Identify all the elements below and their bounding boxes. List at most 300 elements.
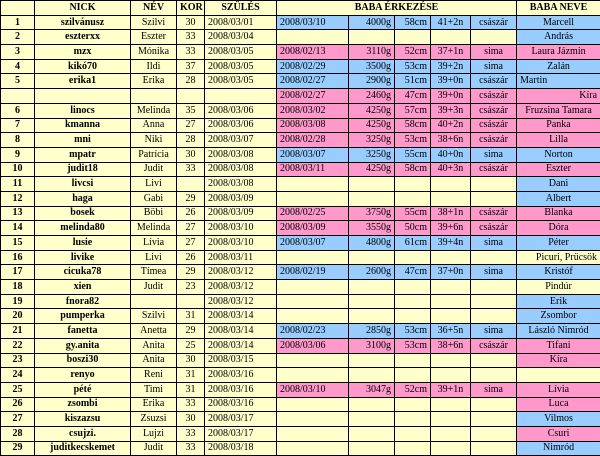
due-date-cell: 2008/03/17 — [205, 412, 277, 427]
name-cell — [131, 294, 177, 309]
baby-name-cell: Lilla — [517, 133, 600, 148]
due-date-cell: 2008/03/07 — [205, 133, 277, 148]
baby-name-cell: András — [517, 30, 600, 45]
delivery-type-cell — [471, 412, 517, 427]
birth-date-cell: 2008/03/10 — [277, 382, 349, 397]
weeks-cell — [431, 294, 471, 309]
name-cell: Zsuzsi — [131, 412, 177, 427]
baby-name-cell: Csuri — [517, 426, 600, 441]
length-cell: 47cm — [395, 89, 431, 104]
weight-cell: 2600g — [349, 265, 395, 280]
table-row — [1, 368, 600, 383]
delivery-type-cell: sima — [471, 265, 517, 280]
nick-cell: linocs — [35, 103, 131, 118]
row-number: 12 — [1, 191, 35, 206]
row-number: 29 — [1, 441, 35, 456]
baby-name-cell: Pindúr — [517, 280, 600, 295]
weight-cell — [349, 353, 395, 368]
row-number: 8 — [1, 133, 35, 148]
table-row — [1, 162, 600, 177]
baby-name-cell: Péter — [517, 236, 600, 251]
weeks-cell: 39+2n — [431, 59, 471, 74]
birth-date-cell — [277, 294, 349, 309]
age-cell: 29 — [177, 265, 205, 280]
weight-cell: 3100g — [349, 338, 395, 353]
baby-name-cell: Marcell — [517, 15, 600, 30]
age-cell: 30 — [177, 412, 205, 427]
delivery-type-cell — [471, 280, 517, 295]
weight-cell: 2850g — [349, 324, 395, 339]
baby-name-cell: Nimród — [517, 441, 600, 456]
name-cell: Melinda — [131, 221, 177, 236]
row-number: 5 — [1, 74, 35, 89]
birth-date-cell: 2008/03/08 — [277, 118, 349, 133]
age-cell: 28 — [177, 74, 205, 89]
name-cell: Szilvi — [131, 309, 177, 324]
table-row — [1, 397, 600, 412]
table-row — [1, 74, 600, 89]
row-number: 19 — [1, 294, 35, 309]
name-cell: Erika — [131, 74, 177, 89]
age-cell: 30 — [177, 353, 205, 368]
weeks-cell — [431, 309, 471, 324]
delivery-type-cell: császár — [471, 133, 517, 148]
delivery-type-cell: császár — [471, 74, 517, 89]
due-date-cell: 2008/03/15 — [205, 353, 277, 368]
weight-cell — [349, 250, 395, 265]
row-number: 22 — [1, 338, 35, 353]
row-number: 20 — [1, 309, 35, 324]
name-cell: Patrícia — [131, 147, 177, 162]
nick-cell: juditkecskemet — [35, 441, 131, 456]
baby-name-cell: Albert — [517, 191, 600, 206]
row-number: 9 — [1, 147, 35, 162]
age-cell: 35 — [177, 103, 205, 118]
due-date-cell: 2008/03/17 — [205, 426, 277, 441]
name-cell: Lujzi — [131, 426, 177, 441]
baby-name-cell: Erik — [517, 294, 600, 309]
due-date-cell: 2008/03/09 — [205, 191, 277, 206]
name-cell: Tímea — [131, 265, 177, 280]
birth-date-cell — [277, 368, 349, 383]
age-cell: 33 — [177, 162, 205, 177]
row-number: 11 — [1, 177, 35, 192]
table-row — [1, 250, 600, 265]
table-body — [1, 15, 600, 456]
weeks-cell: 39+4n — [431, 236, 471, 251]
due-date-cell — [205, 89, 277, 104]
row-number: 7 — [1, 118, 35, 133]
length-cell — [395, 191, 431, 206]
row-number: 16 — [1, 250, 35, 265]
due-date-cell: 2008/03/06 — [205, 118, 277, 133]
age-cell: 33 — [177, 426, 205, 441]
age-cell: 23 — [177, 280, 205, 295]
due-date-cell: 2008/03/09 — [205, 206, 277, 221]
due-date-cell: 2008/03/16 — [205, 397, 277, 412]
table-row — [1, 338, 600, 353]
table-row — [1, 309, 600, 324]
nick-cell: judit18 — [35, 162, 131, 177]
baby-name-cell: Martin — [517, 74, 600, 89]
name-cell: Anetta — [131, 324, 177, 339]
baby-name-cell: Eszter — [517, 162, 600, 177]
name-cell: Mónika — [131, 45, 177, 60]
weeks-cell — [431, 441, 471, 456]
weeks-cell: 39+3n — [431, 103, 471, 118]
baby-name-cell: Lívia — [517, 382, 600, 397]
name-cell: Judit — [131, 280, 177, 295]
delivery-type-cell — [471, 426, 517, 441]
row-number: 27 — [1, 412, 35, 427]
weight-cell: 3047g — [349, 382, 395, 397]
table-row — [1, 294, 600, 309]
weeks-cell — [431, 30, 471, 45]
birth-date-cell: 2008/03/11 — [277, 162, 349, 177]
age-cell: 26 — [177, 250, 205, 265]
table-row — [1, 236, 600, 251]
length-cell: 61cm — [395, 236, 431, 251]
birth-date-cell: 2008/02/13 — [277, 45, 349, 60]
due-date-cell: 2008/03/08 — [205, 177, 277, 192]
name-cell: Böbi — [131, 206, 177, 221]
table-row — [1, 265, 600, 280]
length-cell — [395, 368, 431, 383]
birth-date-cell: 2008/03/09 — [277, 221, 349, 236]
header-nev: NÉV — [131, 1, 177, 16]
weeks-cell: 40+2n — [431, 118, 471, 133]
nick-cell — [35, 89, 131, 104]
weight-cell — [349, 441, 395, 456]
baby-name-cell: László Nimród — [517, 324, 600, 339]
nick-cell: bosek — [35, 206, 131, 221]
birth-date-cell — [277, 426, 349, 441]
due-date-cell: 2008/03/05 — [205, 45, 277, 60]
birth-date-cell: 2008/02/25 — [277, 206, 349, 221]
weight-cell — [349, 412, 395, 427]
nick-cell: cicuka78 — [35, 265, 131, 280]
weeks-cell: 40+3n — [431, 162, 471, 177]
weeks-cell: 39+6n — [431, 221, 471, 236]
due-date-cell: 2008/03/12 — [205, 280, 277, 295]
row-number — [1, 89, 35, 104]
weeks-cell: 37+1n — [431, 45, 471, 60]
weight-cell: 2900g — [349, 74, 395, 89]
table-row — [1, 324, 600, 339]
delivery-type-cell: császár — [471, 89, 517, 104]
baby-name-cell: Panka — [517, 118, 600, 133]
length-cell — [395, 353, 431, 368]
weight-cell: 3500g — [349, 59, 395, 74]
nick-cell: mni — [35, 133, 131, 148]
row-number: 26 — [1, 397, 35, 412]
birth-date-cell — [277, 353, 349, 368]
delivery-type-cell: sima — [471, 45, 517, 60]
header-baba-erkezese: BABA ÉRKEZÉSE — [277, 1, 517, 16]
length-cell — [395, 309, 431, 324]
row-number: 28 — [1, 426, 35, 441]
table-row — [1, 103, 600, 118]
name-cell: Judit — [131, 162, 177, 177]
length-cell: 51cm — [395, 74, 431, 89]
age-cell: 31 — [177, 309, 205, 324]
length-cell: 57cm — [395, 103, 431, 118]
row-number: 21 — [1, 324, 35, 339]
nick-cell: fnora82 — [35, 294, 131, 309]
row-number: 3 — [1, 45, 35, 60]
weeks-cell — [431, 280, 471, 295]
age-cell: 31 — [177, 368, 205, 383]
birth-date-cell: 2008/02/27 — [277, 74, 349, 89]
weight-cell: 2460g — [349, 89, 395, 104]
weight-cell — [349, 280, 395, 295]
length-cell — [395, 280, 431, 295]
length-cell — [395, 177, 431, 192]
age-cell: 33 — [177, 397, 205, 412]
delivery-type-cell: császár — [471, 103, 517, 118]
delivery-type-cell — [471, 441, 517, 456]
length-cell: 52cm — [395, 382, 431, 397]
birth-date-cell: 2008/03/06 — [277, 338, 349, 353]
delivery-type-cell: császár — [471, 338, 517, 353]
weeks-cell — [431, 191, 471, 206]
baby-name-cell: Kíra — [517, 89, 600, 104]
birth-date-cell — [277, 280, 349, 295]
name-cell — [131, 89, 177, 104]
baby-name-cell: Dani — [517, 177, 600, 192]
name-cell: Melinda — [131, 103, 177, 118]
length-cell: 47cm — [395, 265, 431, 280]
weeks-cell: 38+6n — [431, 338, 471, 353]
weeks-cell — [431, 177, 471, 192]
length-cell: 53cm — [395, 324, 431, 339]
birth-date-cell — [277, 191, 349, 206]
length-cell: 53cm — [395, 59, 431, 74]
age-cell: 25 — [177, 338, 205, 353]
delivery-type-cell: császár — [471, 162, 517, 177]
row-number: 17 — [1, 265, 35, 280]
weight-cell — [349, 191, 395, 206]
age-cell: 31 — [177, 382, 205, 397]
delivery-type-cell: császár — [471, 15, 517, 30]
name-cell: Anita — [131, 338, 177, 353]
table-row — [1, 177, 600, 192]
length-cell — [395, 397, 431, 412]
weeks-cell: 38+1n — [431, 206, 471, 221]
weight-cell — [349, 30, 395, 45]
due-date-cell: 2008/03/04 — [205, 30, 277, 45]
birth-date-cell — [277, 250, 349, 265]
age-cell: 27 — [177, 236, 205, 251]
row-number: 24 — [1, 368, 35, 383]
age-cell: 26 — [177, 206, 205, 221]
baby-name-cell: Blanka — [517, 206, 600, 221]
age-cell — [177, 177, 205, 192]
row-number: 15 — [1, 236, 35, 251]
birth-date-cell: 2008/02/29 — [277, 59, 349, 74]
age-cell: 33 — [177, 441, 205, 456]
nick-cell: kiszazsu — [35, 412, 131, 427]
table-row — [1, 30, 600, 45]
weeks-cell — [431, 426, 471, 441]
header-szules: SZÜLÉS — [205, 1, 277, 16]
length-cell: 53cm — [395, 133, 431, 148]
due-date-cell: 2008/03/06 — [205, 103, 277, 118]
baby-name-cell: Norton — [517, 147, 600, 162]
weight-cell: 3250g — [349, 147, 395, 162]
name-cell: Gabi — [131, 191, 177, 206]
weeks-cell: 36+5n — [431, 324, 471, 339]
nick-cell: mpatr — [35, 147, 131, 162]
row-number: 14 — [1, 221, 35, 236]
header-kor: KOR — [177, 1, 205, 16]
nick-cell: boszi30 — [35, 353, 131, 368]
table-row — [1, 118, 600, 133]
nick-cell: zsombi — [35, 397, 131, 412]
age-cell: 30 — [177, 147, 205, 162]
delivery-type-cell: császár — [471, 118, 517, 133]
due-date-cell: 2008/03/14 — [205, 309, 277, 324]
weight-cell: 3110g — [349, 45, 395, 60]
due-date-cell: 2008/03/12 — [205, 294, 277, 309]
birth-date-cell — [277, 397, 349, 412]
name-cell: Reni — [131, 368, 177, 383]
weeks-cell: 38+6n — [431, 133, 471, 148]
table-row — [1, 45, 600, 60]
name-cell: Niki — [131, 133, 177, 148]
due-date-cell: 2008/03/01 — [205, 15, 277, 30]
header-nick: NICK — [35, 1, 131, 16]
table-row — [1, 89, 600, 104]
nick-cell: renyo — [35, 368, 131, 383]
nick-cell: livike — [35, 250, 131, 265]
delivery-type-cell — [471, 177, 517, 192]
baby-name-cell: Tifani — [517, 338, 600, 353]
length-cell — [395, 30, 431, 45]
weight-cell: 4250g — [349, 162, 395, 177]
delivery-type-cell: sima — [471, 147, 517, 162]
due-date-cell: 2008/03/16 — [205, 382, 277, 397]
weight-cell — [349, 397, 395, 412]
birth-date-cell: 2008/03/07 — [277, 236, 349, 251]
delivery-type-cell: sima — [471, 324, 517, 339]
weight-cell: 4250g — [349, 118, 395, 133]
nick-cell: melinda80 — [35, 221, 131, 236]
name-cell: Timi — [131, 382, 177, 397]
birth-date-cell — [277, 412, 349, 427]
nick-cell: mzx — [35, 45, 131, 60]
nick-cell: erika1 — [35, 74, 131, 89]
table-row — [1, 206, 600, 221]
length-cell: 53cm — [395, 338, 431, 353]
row-number: 2 — [1, 30, 35, 45]
weight-cell: 3750g — [349, 206, 395, 221]
age-cell: 37 — [177, 59, 205, 74]
due-date-cell: 2008/03/08 — [205, 147, 277, 162]
delivery-type-cell — [471, 30, 517, 45]
baby-name-cell: Vilmos — [517, 412, 600, 427]
row-number: 10 — [1, 162, 35, 177]
length-cell: 58cm — [395, 118, 431, 133]
delivery-type-cell — [471, 250, 517, 265]
weeks-cell — [431, 250, 471, 265]
table-row — [1, 221, 600, 236]
length-cell: 55cm — [395, 147, 431, 162]
header-row — [1, 1, 600, 16]
age-cell: 27 — [177, 221, 205, 236]
birth-date-cell: 2008/02/19 — [277, 265, 349, 280]
name-cell: Ildi — [131, 59, 177, 74]
length-cell: 52cm — [395, 45, 431, 60]
birth-date-cell — [277, 309, 349, 324]
birth-date-cell: 2008/03/02 — [277, 103, 349, 118]
baby-name-cell: Kíra — [517, 353, 600, 368]
delivery-type-cell: császár — [471, 206, 517, 221]
age-cell — [177, 294, 205, 309]
birth-date-cell: 2008/03/07 — [277, 147, 349, 162]
length-cell: 58cm — [395, 15, 431, 30]
nick-cell: livcsi — [35, 177, 131, 192]
age-cell: 30 — [177, 15, 205, 30]
name-cell: Anita — [131, 353, 177, 368]
table-row — [1, 280, 600, 295]
length-cell — [395, 294, 431, 309]
birth-date-cell: 2008/02/23 — [277, 324, 349, 339]
due-date-cell: 2008/03/14 — [205, 338, 277, 353]
nick-cell: haga — [35, 191, 131, 206]
row-number: 4 — [1, 59, 35, 74]
age-cell: 33 — [177, 30, 205, 45]
length-cell: 50cm — [395, 221, 431, 236]
table-row — [1, 353, 600, 368]
delivery-type-cell — [471, 368, 517, 383]
length-cell: 55cm — [395, 206, 431, 221]
weeks-cell: 39+1n — [431, 382, 471, 397]
due-date-cell: 2008/03/16 — [205, 368, 277, 383]
weeks-cell — [431, 353, 471, 368]
baby-name-cell: Laura Jázmin — [517, 45, 600, 60]
delivery-type-cell: császár — [471, 221, 517, 236]
table-row — [1, 59, 600, 74]
delivery-type-cell: sima — [471, 382, 517, 397]
weight-cell: 3250g — [349, 133, 395, 148]
weight-cell: 3550g — [349, 221, 395, 236]
name-cell: Erika — [131, 397, 177, 412]
baby-name-cell: Kristóf — [517, 265, 600, 280]
table-row — [1, 191, 600, 206]
due-date-cell: 2008/03/12 — [205, 265, 277, 280]
nick-cell: pété — [35, 382, 131, 397]
header-baba-neve: BABA NEVE — [517, 1, 600, 16]
weeks-cell: 40+0n — [431, 147, 471, 162]
length-cell: 58cm — [395, 162, 431, 177]
delivery-type-cell: sima — [471, 236, 517, 251]
nick-cell: eszterxx — [35, 30, 131, 45]
delivery-type-cell — [471, 294, 517, 309]
age-cell: 27 — [177, 118, 205, 133]
birth-date-cell: 2008/02/28 — [277, 133, 349, 148]
baby-name-cell: Zalán — [517, 59, 600, 74]
weeks-cell: 39+0n — [431, 89, 471, 104]
table-row — [1, 133, 600, 148]
baby-name-cell: Picuri, Prücsök — [517, 250, 600, 265]
length-cell — [395, 412, 431, 427]
name-cell: Szilvi — [131, 15, 177, 30]
due-date-cell: 2008/03/10 — [205, 236, 277, 251]
delivery-type-cell — [471, 191, 517, 206]
weeks-cell: 41+2n — [431, 15, 471, 30]
row-number: 23 — [1, 353, 35, 368]
